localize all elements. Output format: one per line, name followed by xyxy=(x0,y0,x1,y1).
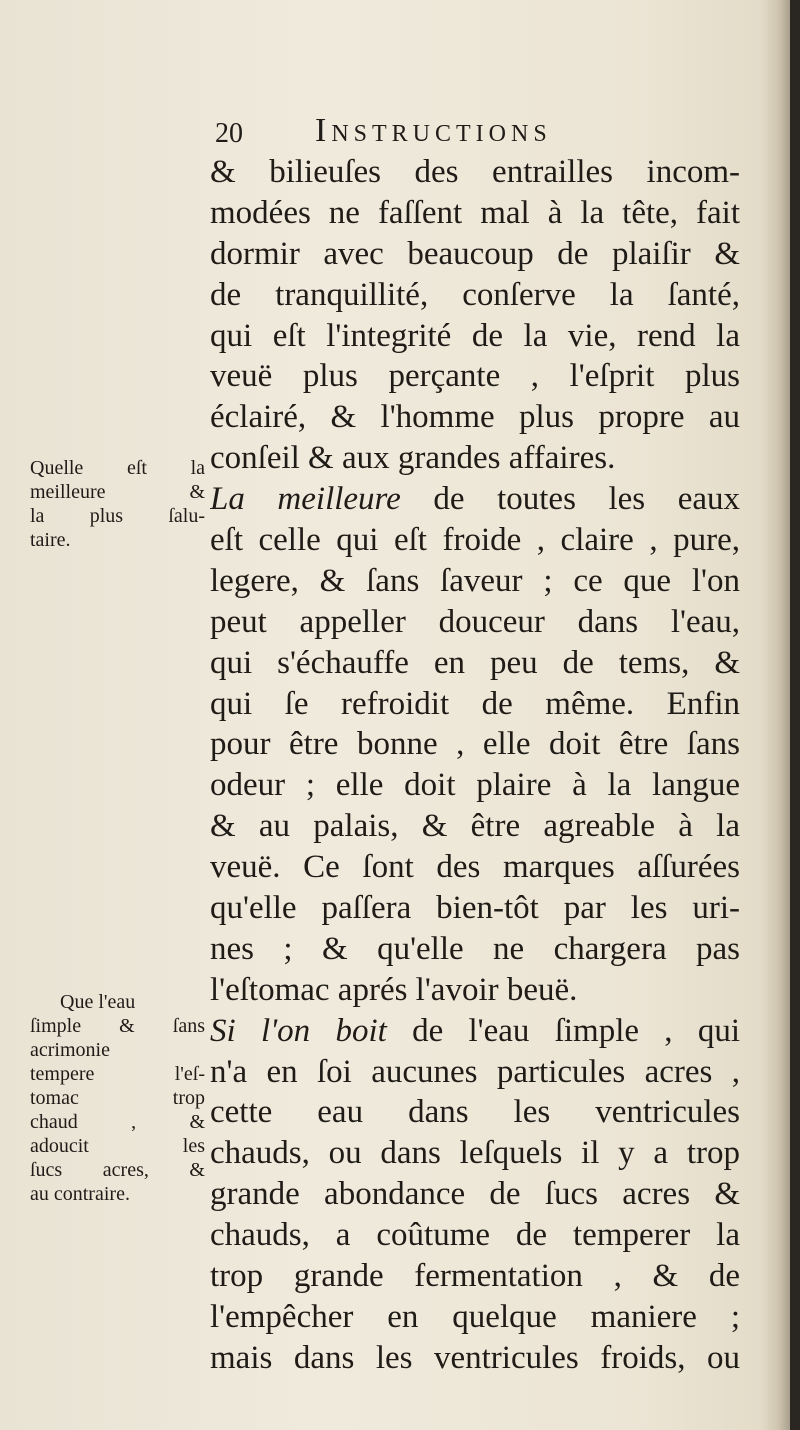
margin-note-simple-water xyxy=(30,990,205,1206)
text-line: nes ; & qu'elle ne chargera pas xyxy=(210,930,740,967)
text-line: l'empêcher en quelque maniere ; xyxy=(210,1298,740,1335)
text-line: odeur ; elle doit plaire à la langue xyxy=(210,767,740,804)
text-line: modées ne faſſent mal à la tête, fait xyxy=(210,194,740,231)
text-span: de l'eau ſimple , qui xyxy=(386,1012,740,1049)
text-line: cette eau dans les ventricules xyxy=(210,1094,740,1131)
margin-note-line: adoucit les xyxy=(30,1135,205,1157)
text-line: veuë. Ce ſont des marques aſſurées xyxy=(210,849,740,886)
margin-note-line: ſimple & ſans xyxy=(30,1015,205,1037)
margin-note-line: Quelle eſt la xyxy=(30,457,205,479)
margin-note-best-water xyxy=(30,456,205,552)
text-line: grande abondance de ſucs acres & xyxy=(210,1176,740,1213)
text-line: éclairé, & l'homme plus propre au xyxy=(210,399,740,436)
page-header xyxy=(215,112,735,156)
text-line: qu'elle paſſera bien-tôt par les uri- xyxy=(210,890,740,927)
text-line: veuë plus perçante , l'eſprit plus xyxy=(210,358,740,395)
text-line: chauds, a coûtume de temperer la xyxy=(210,1217,740,1254)
text-line: & au palais, & être agreable à la xyxy=(210,808,740,845)
text-line: de tranquillité, conſerve la ſanté, xyxy=(210,276,740,313)
paragraph-2-first-line xyxy=(210,479,740,520)
text-line: trop grande fermentation , & de xyxy=(210,1258,740,1295)
body-text xyxy=(210,152,740,1379)
text-line: & bilieuſes des entrailles incom- xyxy=(210,154,740,190)
margin-note-line: tempere l'eſ- xyxy=(30,1063,205,1085)
text-line: chauds, ou dans leſquels il y a trop xyxy=(210,1135,740,1172)
page-edge-shadow xyxy=(760,0,790,1430)
text-line: n'a en ſoi aucunes particules acres , xyxy=(210,1053,740,1090)
text-line: peut appeller douceur dans l'eau, xyxy=(210,603,740,640)
page-number: 20 xyxy=(215,118,243,149)
italic-lead-words: Si l'on boit xyxy=(210,1012,387,1049)
margin-note-line: meilleure & xyxy=(30,481,205,503)
text-line: legere, & ſans ſaveur ; ce que l'on xyxy=(210,562,740,599)
text-span: de toutes les eaux xyxy=(400,481,740,518)
margin-note-line: tomac trop xyxy=(30,1087,205,1109)
italic-lead-words: La meilleure xyxy=(210,481,401,518)
margin-note-line: acrimonie xyxy=(30,1039,110,1061)
margin-note-line: Que l'eau xyxy=(60,991,136,1013)
margin-note-line: ſucs acres, & xyxy=(30,1159,205,1181)
running-title: Instructions xyxy=(315,112,552,149)
margin-note-line: chaud , & xyxy=(30,1111,205,1133)
margin-note-line: taire. xyxy=(30,529,71,551)
text-line: pour être bonne , elle doit être ſans xyxy=(210,726,740,763)
text-line: mais dans les ventricules froids, ou xyxy=(210,1339,740,1376)
margin-note-line: la plus ſalu- xyxy=(30,505,205,527)
paragraph-3-first-line xyxy=(210,1011,740,1052)
margin-note-line: au contraire. xyxy=(30,1183,130,1205)
text-line: eſt celle qui eſt froide , claire , pure, xyxy=(210,522,740,559)
text-line: qui eſt l'integrité de la vie, rend la xyxy=(210,317,740,354)
text-line: qui ſe refroidit de même. Enfin xyxy=(210,685,740,722)
text-line: qui s'échauffe en peu de tems, & xyxy=(210,644,740,681)
text-line: conſeil & aux grandes affaires. xyxy=(210,440,616,477)
text-line: l'eſtomac aprés l'avoir beuë. xyxy=(210,971,578,1008)
text-line: dormir avec beaucoup de plaiſir & xyxy=(210,235,740,272)
